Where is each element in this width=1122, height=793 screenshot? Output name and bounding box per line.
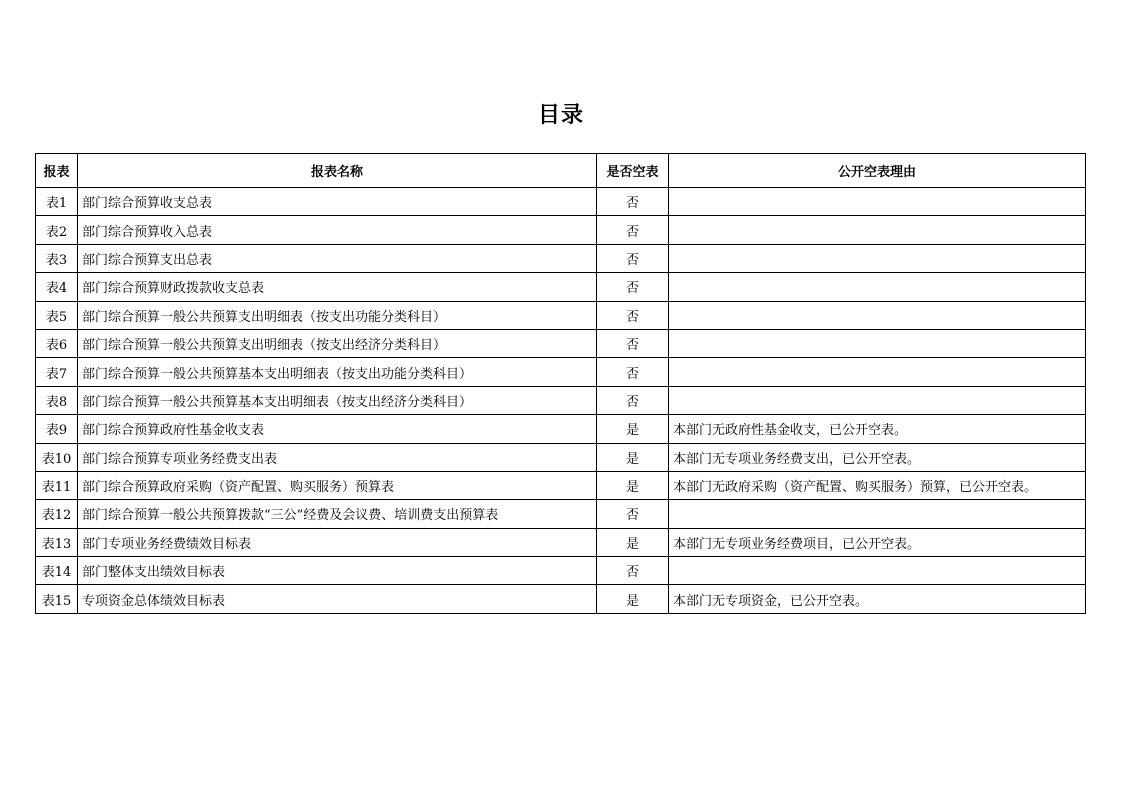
page-title: 目录 [537, 103, 584, 128]
report-name-cell: 部门综合预算支出总表 [78, 244, 597, 272]
report-id-cell: 表10 [36, 443, 78, 471]
empty-reason-cell [669, 386, 1086, 414]
report-id-cell: 表6 [36, 329, 78, 357]
catalog-table [35, 153, 1086, 614]
empty-reason-cell [669, 301, 1086, 329]
report-id-cell: 表2 [36, 216, 78, 244]
report-id-cell: 表14 [36, 557, 78, 585]
empty-reason-cell: 本部门无专项业务经费项目，已公开空表。 [669, 528, 1086, 556]
report-id-cell: 表5 [36, 301, 78, 329]
report-name-cell: 部门综合预算一般公共预算基本支出明细表（按支出经济分类科目） [78, 386, 597, 414]
empty-reason-cell [669, 557, 1086, 585]
report-name-cell: 部门综合预算一般公共预算支出明细表（按支出功能分类科目） [78, 301, 597, 329]
table-row [36, 188, 1086, 216]
is-empty-cell: 否 [597, 244, 669, 272]
report-name-cell: 部门综合预算政府性基金收支表 [78, 415, 597, 443]
report-id-cell: 表13 [36, 528, 78, 556]
is-empty-cell: 否 [597, 273, 669, 301]
header-report-id: 报表 [36, 154, 78, 188]
table-row [36, 443, 1086, 471]
header-is-empty: 是否空表 [597, 154, 669, 188]
table-row [36, 301, 1086, 329]
report-id-cell: 表12 [36, 500, 78, 528]
empty-reason-cell [669, 244, 1086, 272]
report-name-cell: 部门综合预算一般公共预算拨款“三公”经费及会议费、培训费支出预算表 [78, 500, 597, 528]
empty-reason-cell: 本部门无专项资金，已公开空表。 [669, 585, 1086, 613]
table-row [36, 244, 1086, 272]
table-row [36, 471, 1086, 499]
table-row [36, 358, 1086, 386]
table-row [36, 329, 1086, 357]
table-row [36, 557, 1086, 585]
report-id-cell: 表3 [36, 244, 78, 272]
empty-reason-cell [669, 273, 1086, 301]
empty-reason-cell: 本部门无专项业务经费支出，已公开空表。 [669, 443, 1086, 471]
is-empty-cell: 是 [597, 415, 669, 443]
is-empty-cell: 是 [597, 471, 669, 499]
report-id-cell: 表15 [36, 585, 78, 613]
empty-reason-cell [669, 188, 1086, 216]
table-row [36, 415, 1086, 443]
table-header-row [36, 154, 1086, 188]
is-empty-cell: 否 [597, 216, 669, 244]
is-empty-cell: 是 [597, 585, 669, 613]
header-empty-reason: 公开空表理由 [669, 154, 1086, 188]
is-empty-cell: 否 [597, 301, 669, 329]
report-id-cell: 表11 [36, 471, 78, 499]
report-name-cell: 部门综合预算一般公共预算支出明细表（按支出经济分类科目） [78, 329, 597, 357]
is-empty-cell: 是 [597, 528, 669, 556]
empty-reason-cell [669, 216, 1086, 244]
empty-reason-cell [669, 358, 1086, 386]
empty-reason-cell [669, 500, 1086, 528]
empty-reason-cell [669, 329, 1086, 357]
report-name-cell: 部门专项业务经费绩效目标表 [78, 528, 597, 556]
report-name-cell: 专项资金总体绩效目标表 [78, 585, 597, 613]
is-empty-cell: 否 [597, 358, 669, 386]
report-id-cell: 表4 [36, 273, 78, 301]
report-id-cell: 表9 [36, 415, 78, 443]
is-empty-cell: 否 [597, 329, 669, 357]
report-name-cell: 部门整体支出绩效目标表 [78, 557, 597, 585]
is-empty-cell: 否 [597, 557, 669, 585]
table-row [36, 500, 1086, 528]
table-row [36, 585, 1086, 613]
header-report-name: 报表名称 [78, 154, 597, 188]
is-empty-cell: 是 [597, 443, 669, 471]
report-name-cell: 部门综合预算专项业务经费支出表 [78, 443, 597, 471]
table-row [36, 386, 1086, 414]
empty-reason-cell: 本部门无政府采购（资产配置、购买服务）预算，已公开空表。 [669, 471, 1086, 499]
table-row [36, 216, 1086, 244]
report-id-cell: 表8 [36, 386, 78, 414]
is-empty-cell: 否 [597, 500, 669, 528]
report-name-cell: 部门综合预算收支总表 [78, 188, 597, 216]
is-empty-cell: 否 [597, 386, 669, 414]
table-row [36, 528, 1086, 556]
report-name-cell: 部门综合预算政府采购（资产配置、购买服务）预算表 [78, 471, 597, 499]
table-body [36, 188, 1086, 614]
report-id-cell: 表1 [36, 188, 78, 216]
table-row [36, 273, 1086, 301]
report-id-cell: 表7 [36, 358, 78, 386]
report-name-cell: 部门综合预算收入总表 [78, 216, 597, 244]
empty-reason-cell: 本部门无政府性基金收支，已公开空表。 [669, 415, 1086, 443]
report-name-cell: 部门综合预算财政拨款收支总表 [78, 273, 597, 301]
report-name-cell: 部门综合预算一般公共预算基本支出明细表（按支出功能分类科目） [78, 358, 597, 386]
is-empty-cell: 否 [597, 188, 669, 216]
